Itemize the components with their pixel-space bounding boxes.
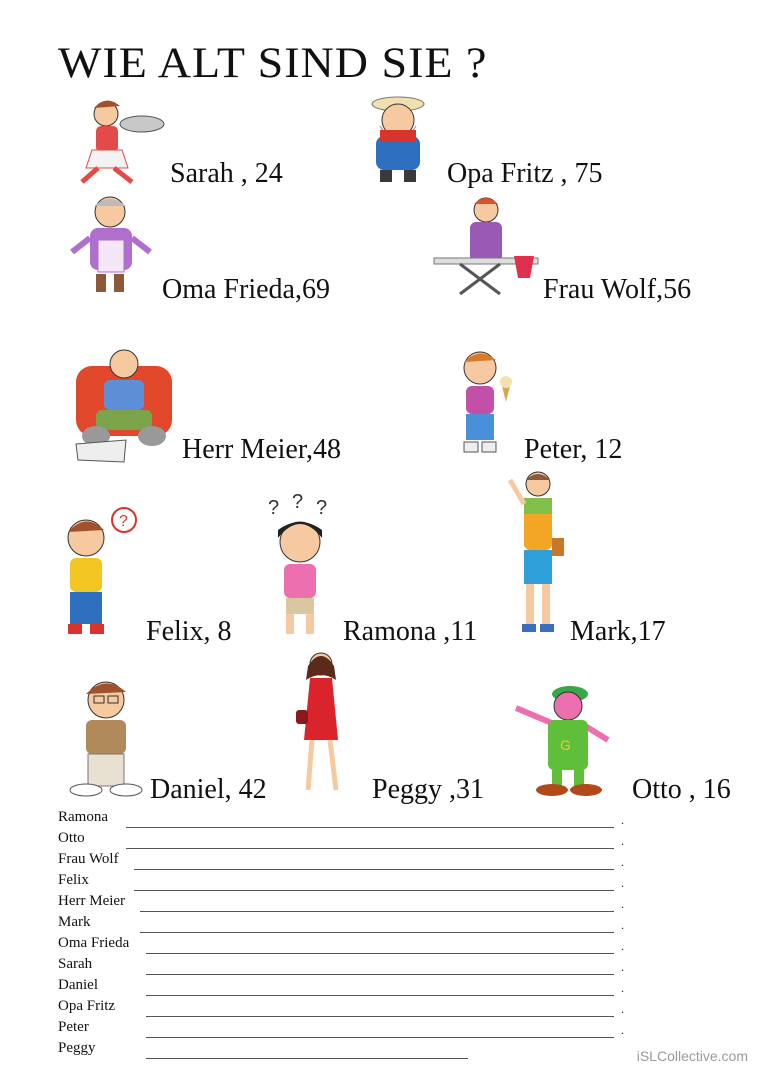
svg-text:?: ? [119, 513, 128, 530]
answer-line[interactable] [146, 1037, 614, 1038]
page-title: WIE ALT SIND SIE ? [58, 38, 488, 87]
answer-line[interactable] [126, 827, 614, 828]
person-label-peter: Peter, 12 [524, 434, 623, 465]
answer-line[interactable] [134, 890, 614, 891]
line-end-dot: . [621, 876, 624, 890]
person-label-felix: Felix, 8 [146, 616, 232, 647]
person-label-otto: Otto , 16 [632, 774, 731, 805]
worksheet-row [58, 1018, 628, 1038]
answer-line[interactable] [126, 848, 614, 849]
line-end-dot: . [621, 918, 624, 932]
person-label-peggy: Peggy ,31 [372, 774, 484, 805]
thinking-boy-illustration [56, 504, 144, 640]
person-label-sarah: Sarah , 24 [170, 158, 283, 189]
answer-line[interactable] [146, 995, 614, 996]
line-end-dot: . [621, 981, 624, 995]
worksheet-name: Ramona [58, 809, 108, 825]
worksheet-name: Sarah [58, 956, 93, 972]
answer-line[interactable] [140, 932, 614, 933]
person-label-daniel: Daniel, 42 [150, 774, 267, 805]
worksheet-name: Peggy [58, 1040, 96, 1056]
worksheet-row [58, 997, 628, 1017]
confused-girl-illustration [260, 494, 340, 642]
armchair-man-illustration [66, 340, 182, 464]
ice-cream-boy-illustration [444, 346, 524, 458]
watermark: iSLCollective.com [636, 1048, 748, 1064]
answer-line[interactable] [146, 953, 614, 954]
worksheet-row [58, 976, 628, 996]
person-label-frau-wolf: Frau Wolf,56 [543, 274, 692, 305]
person-label-mark: Mark,17 [570, 616, 666, 647]
worksheet-row [58, 850, 628, 870]
worksheet-row [58, 955, 628, 975]
line-end-dot: . [621, 855, 624, 869]
line-end-dot: . [621, 813, 624, 827]
answer-line[interactable] [146, 1058, 468, 1059]
worksheet-row [58, 892, 628, 912]
worksheet-row [58, 913, 628, 933]
answer-line[interactable] [146, 974, 614, 975]
worksheet-row [58, 934, 628, 954]
worksheet-name: Herr Meier [58, 893, 126, 909]
grandma-illustration [64, 194, 162, 298]
worksheet-name: Oma Frieda [58, 935, 130, 951]
glasses-man-illustration [60, 674, 150, 800]
worksheet-name: Frau Wolf [58, 851, 119, 867]
worksheet-name: Peter [58, 1019, 89, 1035]
ironing-woman-illustration [430, 194, 542, 300]
worksheet-row [58, 808, 628, 828]
worksheet-row [58, 871, 628, 891]
svg-text:?: ? [292, 494, 304, 513]
worksheet-name: Mark [58, 914, 91, 930]
answer-line[interactable] [140, 911, 614, 912]
line-end-dot: . [621, 939, 624, 953]
line-end-dot: . [621, 1002, 624, 1016]
worksheet-row [58, 1039, 628, 1059]
svg-text:G: G [560, 737, 571, 753]
grandpa-illustration [350, 90, 446, 186]
person-label-herr-meier: Herr Meier,48 [182, 434, 342, 465]
worksheet-name: Daniel [58, 977, 98, 993]
answer-line[interactable] [146, 1016, 614, 1017]
svg-text:?: ? [268, 497, 280, 519]
clown-illustration [512, 680, 612, 798]
worksheet-name: Felix [58, 872, 89, 888]
worksheet-row [58, 829, 628, 849]
teen-boy-illustration [504, 468, 570, 636]
answer-line[interactable] [134, 869, 614, 870]
line-end-dot: . [621, 960, 624, 974]
waitress-illustration [62, 92, 168, 188]
worksheet-name: Opa Fritz [58, 998, 116, 1014]
person-label-oma-frieda: Oma Frieda,69 [162, 274, 330, 305]
person-label-opa-fritz: Opa Fritz , 75 [447, 158, 603, 189]
svg-text:?: ? [316, 497, 328, 519]
line-end-dot: . [621, 1023, 624, 1037]
line-end-dot: . [621, 897, 624, 911]
person-label-ramona: Ramona ,11 [343, 616, 478, 647]
line-end-dot: . [621, 834, 624, 848]
woman-red-dress-illustration [290, 650, 352, 796]
worksheet-name: Otto [58, 830, 85, 846]
